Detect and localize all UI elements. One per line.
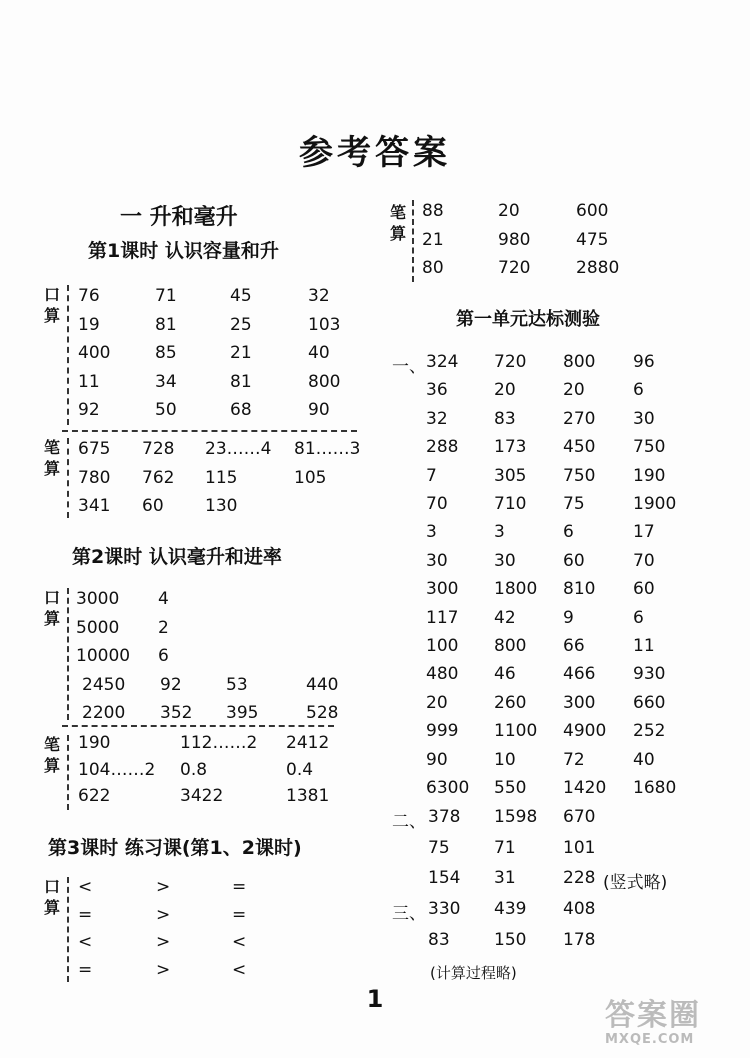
- answer-cell: 6: [158, 646, 169, 666]
- answer-cell: 762: [142, 467, 175, 488]
- answer-cell: 11: [633, 636, 655, 656]
- answer-cell: 81: [230, 371, 252, 392]
- answer-cell: 670: [563, 807, 596, 827]
- answer-cell: 23……4: [205, 439, 272, 459]
- answer-cell: 980: [498, 229, 531, 250]
- written-label-ra: 笔: [389, 203, 406, 222]
- answer-cell: 252: [633, 721, 666, 742]
- answer-cell: 800: [308, 371, 341, 392]
- oral-label-1b: 算: [43, 306, 60, 325]
- bracket-divider: [67, 285, 69, 425]
- answer-cell: 4900: [563, 721, 607, 742]
- answer-cell: 300: [426, 579, 459, 600]
- dashed-divider: [62, 725, 334, 727]
- answer-cell: 60: [563, 550, 585, 571]
- answer-cell: 2450: [82, 674, 126, 695]
- bracket-divider: [67, 438, 69, 518]
- answer-cell: 1100: [494, 721, 538, 742]
- answer-cell: 2: [158, 617, 169, 638]
- answer-cell: 42: [494, 607, 516, 628]
- answer-cell: 40: [633, 749, 655, 770]
- answer-cell: =: [232, 877, 247, 897]
- written-label-2b: 算: [43, 756, 60, 775]
- answer-cell: 32: [308, 286, 330, 306]
- answer-cell: 400: [78, 343, 111, 363]
- answer-cell: 115: [205, 467, 238, 488]
- answer-cell: 7: [426, 465, 437, 486]
- answer-cell: 83: [494, 408, 516, 429]
- answer-cell: 90: [426, 749, 448, 770]
- answer-cell: <: [232, 959, 247, 980]
- answer-cell: 6: [563, 522, 574, 543]
- answer-cell: 341: [78, 496, 111, 516]
- answer-cell: 30: [494, 550, 516, 571]
- answer-cell: 20: [563, 380, 585, 401]
- answer-cell: 408: [563, 899, 596, 919]
- answer-cell: 30: [426, 550, 448, 571]
- answer-cell: 1680: [633, 778, 677, 798]
- answer-cell: >: [156, 959, 171, 980]
- answer-cell: 178: [563, 929, 596, 950]
- answer-cell: 90: [308, 400, 330, 420]
- watermark-url: MXQE.COM: [605, 1032, 695, 1047]
- answer-cell: 4: [158, 589, 169, 609]
- answer-cell: 71: [155, 286, 177, 306]
- answer-cell: 675: [78, 439, 111, 459]
- answer-cell: =: [78, 904, 93, 925]
- oral-label-1a: 口: [43, 285, 60, 304]
- watermark-logo-text: 答案圈: [605, 998, 701, 1033]
- answer-cell: 395: [226, 703, 259, 723]
- part3-note: (计算过程略): [430, 964, 517, 982]
- bracket-divider: [67, 588, 69, 720]
- answer-cell: 800: [563, 352, 596, 372]
- answer-cell: 46: [494, 664, 516, 685]
- answer-cell: 25: [230, 314, 252, 335]
- answer-cell: 3422: [180, 786, 224, 806]
- answer-cell: 5000: [76, 617, 120, 638]
- answer-cell: =: [78, 959, 93, 980]
- answer-cell: 103: [308, 314, 341, 335]
- answer-cell: 117: [426, 607, 459, 628]
- answer-cell: 6300: [426, 778, 470, 798]
- bracket-divider: [67, 735, 69, 810]
- answer-cell: 260: [494, 692, 527, 713]
- oral-label-3a: 口: [43, 877, 60, 896]
- answer-cell: 780: [78, 467, 111, 488]
- answer-cell: 550: [494, 778, 527, 798]
- answer-cell: 228: [563, 868, 596, 888]
- part2-marker: 二、: [392, 812, 426, 832]
- answer-cell: >: [156, 877, 171, 897]
- answer-cell: 154: [428, 868, 461, 888]
- answer-cell: 80: [422, 258, 444, 278]
- watermark: [605, 990, 745, 1050]
- oral-label-2a: 口: [43, 588, 60, 607]
- answer-cell: 2880: [576, 258, 620, 278]
- answer-cell: =: [232, 904, 247, 925]
- answer-cell: 20: [494, 380, 516, 401]
- part3-marker: 三、: [392, 904, 426, 924]
- answer-cell: 3: [426, 522, 437, 543]
- answer-cell: 19: [78, 314, 100, 335]
- answer-cell: 60: [142, 496, 164, 516]
- answer-cell: 999: [426, 721, 459, 742]
- answer-cell: 31: [494, 868, 516, 888]
- answer-cell: 50: [155, 400, 177, 420]
- answer-cell: 85: [155, 343, 177, 363]
- answer-cell: 104……2: [78, 759, 156, 780]
- answer-cell: 300: [563, 692, 596, 713]
- answer-cell: 72: [563, 749, 585, 770]
- answer-cell: 750: [633, 437, 666, 458]
- oral-label-3b: 算: [43, 898, 60, 917]
- answer-cell: 0.8: [180, 759, 208, 780]
- answer-cell: 720: [494, 352, 527, 372]
- unit-heading: 一 升和毫升: [120, 205, 238, 230]
- answer-cell: 324: [426, 352, 459, 372]
- answer-cell: 66: [563, 636, 585, 656]
- answer-cell: 20: [426, 692, 448, 713]
- answer-cell: 190: [78, 733, 111, 753]
- answer-cell: 352: [160, 703, 193, 723]
- answer-cell: 6: [633, 607, 644, 628]
- answer-cell: 3000: [76, 589, 120, 609]
- answer-cell: 11: [78, 371, 100, 392]
- answer-cell: 40: [308, 343, 330, 363]
- answer-cell: 21: [422, 229, 444, 250]
- answer-cell: 92: [160, 674, 182, 695]
- answer-cell: 70: [633, 550, 655, 571]
- answer-cell: 100: [426, 636, 459, 656]
- lesson3-title: 第3课时 练习课(第1、2课时): [48, 837, 302, 859]
- answer-cell: 600: [576, 201, 609, 221]
- answer-cell: 10: [494, 749, 516, 770]
- written-label-rb: 算: [389, 224, 406, 243]
- answer-cell: 10000: [76, 646, 131, 666]
- answer-cell: 450: [563, 437, 596, 458]
- answer-cell: 378: [428, 807, 461, 827]
- answer-cell: 1900: [633, 494, 677, 514]
- answer-cell: 0.4: [286, 759, 314, 780]
- answer-cell: 76: [78, 286, 100, 306]
- answer-cell: >: [156, 904, 171, 925]
- part1-marker: 一、: [392, 357, 426, 377]
- answer-cell: 83: [428, 929, 450, 950]
- dashed-divider: [62, 430, 357, 432]
- answer-cell: 45: [230, 286, 252, 306]
- answer-cell: 660: [633, 692, 666, 713]
- answer-cell: (竖式略): [603, 873, 668, 893]
- answer-cell: 71: [494, 837, 516, 858]
- answer-cell: 68: [230, 400, 252, 420]
- written-label-1b: 算: [43, 459, 60, 478]
- answer-cell: 75: [428, 837, 450, 858]
- answer-cell: 528: [306, 703, 339, 723]
- answer-cell: <: [232, 932, 247, 952]
- answer-cell: 1598: [494, 807, 538, 827]
- answer-cell: 475: [576, 229, 609, 250]
- answer-cell: <: [78, 932, 93, 952]
- answer-cell: 2200: [82, 703, 126, 723]
- answer-cell: 81……3: [294, 439, 361, 459]
- answer-cell: 190: [633, 465, 666, 486]
- lesson1-title: 第1课时 认识容量和升: [88, 240, 279, 262]
- answer-cell: 30: [633, 408, 655, 429]
- answer-cell: 288: [426, 437, 459, 458]
- answer-cell: 101: [563, 837, 596, 858]
- answer-cell: 1420: [563, 778, 607, 798]
- answer-cell: 112……2: [180, 733, 258, 753]
- answer-cell: <: [78, 877, 93, 897]
- answer-cell: 34: [155, 371, 177, 392]
- answer-cell: 60: [633, 579, 655, 600]
- page-title: 参考答案: [299, 133, 451, 173]
- answer-cell: 9: [563, 607, 574, 628]
- answer-cell: 2412: [286, 733, 330, 753]
- bracket-divider: [412, 200, 414, 282]
- answer-cell: 150: [494, 929, 527, 950]
- answer-cell: >: [156, 932, 171, 952]
- answer-cell: 53: [226, 674, 248, 695]
- answer-cell: 800: [494, 636, 527, 656]
- answer-cell: 720: [498, 258, 531, 278]
- answer-cell: 270: [563, 408, 596, 429]
- answer-cell: 70: [426, 494, 448, 514]
- bracket-divider: [67, 877, 69, 982]
- answer-cell: 75: [563, 494, 585, 514]
- answer-cell: 710: [494, 494, 527, 514]
- answer-cell: 305: [494, 465, 527, 486]
- answer-cell: 622: [78, 786, 111, 806]
- answer-cell: 439: [494, 899, 527, 919]
- answer-cell: 750: [563, 465, 596, 486]
- answer-cell: 930: [633, 664, 666, 685]
- answer-cell: 88: [422, 201, 444, 221]
- answer-cell: 17: [633, 522, 655, 543]
- answer-cell: 440: [306, 674, 339, 695]
- answer-cell: 810: [563, 579, 596, 600]
- answer-cell: 3: [494, 522, 505, 543]
- page-number: 1: [366, 985, 384, 1013]
- written-label-2a: 笔: [43, 735, 60, 754]
- answer-cell: 36: [426, 380, 448, 401]
- answer-cell: 20: [498, 201, 520, 221]
- answer-cell: 1381: [286, 786, 330, 806]
- answer-cell: 130: [205, 496, 238, 516]
- answer-cell: 466: [563, 664, 596, 685]
- answer-cell: 32: [426, 408, 448, 429]
- answer-cell: 21: [230, 343, 252, 363]
- lesson2-title: 第2课时 认识毫升和进率: [72, 546, 282, 568]
- written-label-1a: 笔: [43, 438, 60, 457]
- oral-label-2b: 算: [43, 609, 60, 628]
- answer-cell: 480: [426, 664, 459, 685]
- answer-cell: 1800: [494, 579, 538, 600]
- answer-cell: 105: [294, 467, 327, 488]
- answer-cell: 81: [155, 314, 177, 335]
- answer-cell: 6: [633, 380, 644, 401]
- answer-cell: 173: [494, 437, 527, 458]
- unit-test-title: 第一单元达标测验: [456, 309, 600, 330]
- answer-cell: 728: [142, 439, 175, 459]
- answer-cell: 96: [633, 352, 655, 372]
- answer-cell: 330: [428, 899, 461, 919]
- answer-cell: 92: [78, 400, 100, 420]
